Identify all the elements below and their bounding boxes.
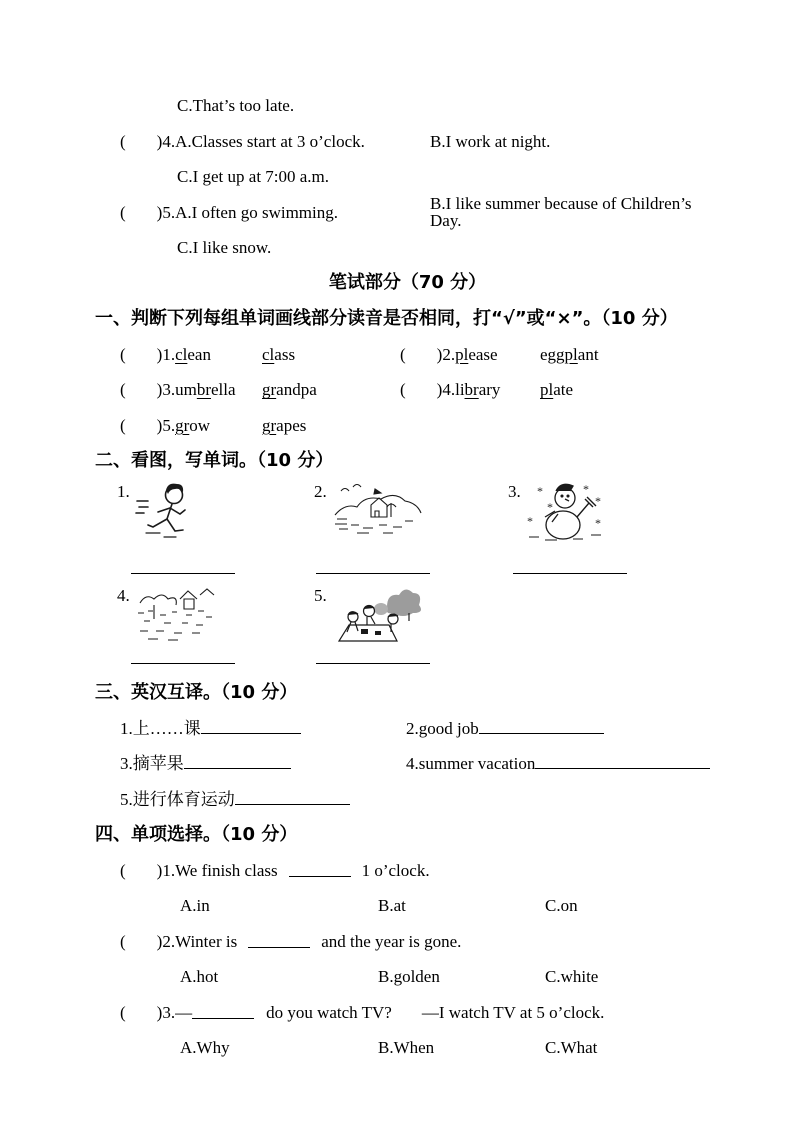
answer-bracket: ( — [120, 344, 126, 364]
listening-q4-line — [95, 124, 720, 160]
phonics-row-2 — [95, 372, 720, 408]
option-c: C.What — [545, 1038, 598, 1058]
picture-item-3 — [508, 481, 609, 543]
question-text: do you watch TV? — [266, 1002, 392, 1022]
item-number: )3. — [156, 1002, 176, 1022]
picture-item-4 — [117, 585, 222, 647]
option-text: C.I get up at 7:00 a.m. — [177, 167, 330, 187]
svg-text:*: * — [546, 499, 553, 514]
bracket-gap — [126, 133, 157, 150]
option-c: C.on — [545, 896, 578, 916]
choice-q2 — [95, 924, 720, 960]
item-number: )2. — [156, 931, 176, 951]
answer-blank — [235, 791, 350, 805]
option-c: C.white — [545, 967, 599, 987]
question-text: — — [175, 1002, 193, 1022]
children-picnic-image — [331, 585, 423, 649]
phonics-word: eggplant — [540, 344, 599, 364]
translation-row-3 — [95, 782, 720, 818]
bracket-gap — [126, 204, 157, 221]
choice-q1-options — [95, 888, 720, 924]
bracket-gap — [406, 346, 437, 363]
phonics-word: plate — [540, 380, 574, 400]
answer-line — [131, 663, 235, 664]
section-heading: 四、单项选择。（10 分） — [95, 823, 298, 845]
phonics-word: grapes — [262, 415, 307, 435]
translation-item: 2.good job — [406, 718, 479, 738]
answer-bracket: ( — [120, 931, 126, 951]
phonics-row-3 — [95, 408, 720, 444]
option-a: A.Why — [180, 1038, 230, 1058]
question-text: 1 o’clock. — [361, 860, 430, 880]
section-heading: 二、看图，写单词。（10 分） — [95, 449, 334, 471]
answer-bracket: ( — [120, 202, 126, 222]
section2-title — [95, 443, 720, 479]
phonics-word: umbrella — [175, 380, 236, 400]
picture-row-2 — [95, 583, 720, 675]
picture-item-2 — [314, 481, 427, 541]
listening-q5-option-c — [95, 230, 720, 266]
snowman-winter-image — [525, 481, 609, 543]
listening-q4-option-c — [95, 159, 720, 195]
bracket-gap — [126, 417, 157, 434]
answer-bracket: ( — [120, 1002, 126, 1022]
phonics-word: please — [455, 344, 498, 364]
answer-line — [316, 573, 430, 574]
option-text: )5.A.I often go swimming. — [156, 202, 338, 222]
phonics-row-1 — [95, 337, 720, 373]
section3-title — [95, 675, 720, 711]
running-child-image — [134, 481, 196, 545]
section1-title — [95, 301, 720, 337]
section-heading: 一、判断下列每组单词画线部分读音是否相同，打“√”或“×”。（10 分） — [95, 307, 678, 329]
section-heading: 笔试部分（70 分） — [328, 272, 487, 294]
answer-blank — [248, 934, 310, 948]
picture-row-1 — [95, 479, 720, 584]
answer-blank — [289, 863, 351, 877]
answer-bracket: ( — [120, 380, 126, 400]
question-text: We finish class — [175, 860, 278, 880]
option-a: A.hot — [180, 967, 219, 987]
answer-bracket: ( — [400, 344, 406, 364]
option-text: C.That’s too late. — [177, 96, 295, 116]
choice-q3-options — [95, 1030, 720, 1066]
listening-q5-line — [95, 195, 720, 231]
bracket-gap — [406, 381, 437, 398]
choice-q1 — [95, 853, 720, 889]
option-text: C.I like snow. — [177, 238, 272, 258]
question-text: —I watch TV at 5 o’clock. — [421, 1002, 605, 1022]
item-number: )3. — [156, 380, 176, 400]
answer-bracket: ( — [120, 415, 126, 435]
choice-q3 — [95, 995, 720, 1031]
section4-title — [95, 817, 720, 853]
option-a: A.in — [180, 896, 210, 916]
translation-item: 3.摘苹果 — [120, 754, 184, 774]
item-number: 2. — [314, 481, 327, 501]
option-text: )4.A.Classes start at 3 o’clock. — [156, 131, 365, 151]
translation-row-2 — [95, 746, 720, 782]
option-b: B.at — [378, 896, 406, 916]
svg-text:*: * — [594, 493, 601, 508]
phonics-word: grow — [175, 415, 211, 435]
item-number: )5. — [156, 415, 176, 435]
answer-blank — [535, 755, 710, 769]
answer-bracket: ( — [120, 131, 126, 151]
autumn-leaves-scene-image — [134, 585, 222, 647]
item-number: )2. — [436, 344, 456, 364]
answer-blank — [479, 720, 604, 734]
option-b: B.golden — [378, 967, 440, 987]
phonics-word: class — [262, 344, 296, 364]
item-number: )4. — [436, 380, 456, 400]
phonics-word: library — [455, 380, 501, 400]
svg-text:*: * — [536, 483, 543, 498]
phonics-word: clean — [175, 344, 211, 364]
written-part-header — [95, 266, 720, 302]
item-number: 5. — [314, 586, 327, 605]
item-number: )1. — [156, 860, 176, 880]
svg-text:*: * — [526, 513, 533, 528]
answer-blank — [201, 720, 301, 734]
translation-item: 1.上……课 — [120, 718, 201, 738]
answer-line — [131, 573, 235, 574]
item-number: 4. — [117, 586, 130, 605]
translation-row-1 — [95, 711, 720, 747]
question-text: Winter is — [175, 931, 238, 951]
option-text: B.I like summer because of Children’s Day. — [430, 194, 692, 231]
picture-item-1 — [117, 481, 196, 545]
answer-bracket: ( — [120, 860, 126, 880]
item-number: 1. — [117, 481, 130, 501]
svg-text:*: * — [594, 515, 601, 530]
bracket-gap — [126, 381, 157, 398]
answer-bracket: ( — [400, 380, 406, 400]
question-text: and the year is gone. — [321, 931, 462, 951]
svg-text:*: * — [582, 481, 589, 496]
picture-item-5 — [314, 585, 423, 649]
option-text: B.I work at night. — [430, 131, 551, 151]
item-number: )1. — [156, 344, 176, 364]
translation-item: 4.summer vacation — [406, 754, 536, 774]
answer-line — [316, 663, 430, 664]
translation-item: 5.进行体育运动 — [120, 789, 235, 809]
item-number: 3. — [508, 481, 521, 501]
answer-blank — [184, 755, 291, 769]
spring-scene-image — [331, 481, 427, 541]
phonics-word: grandpa — [262, 380, 317, 400]
answer-blank — [192, 1005, 254, 1019]
answer-line — [513, 573, 627, 574]
option-b: B.When — [378, 1038, 435, 1058]
bracket-gap — [126, 346, 157, 363]
choice-q2-options — [95, 959, 720, 995]
section-heading: 三、英汉互译。（10 分） — [95, 681, 298, 703]
listening-q3-option-c — [95, 88, 720, 124]
